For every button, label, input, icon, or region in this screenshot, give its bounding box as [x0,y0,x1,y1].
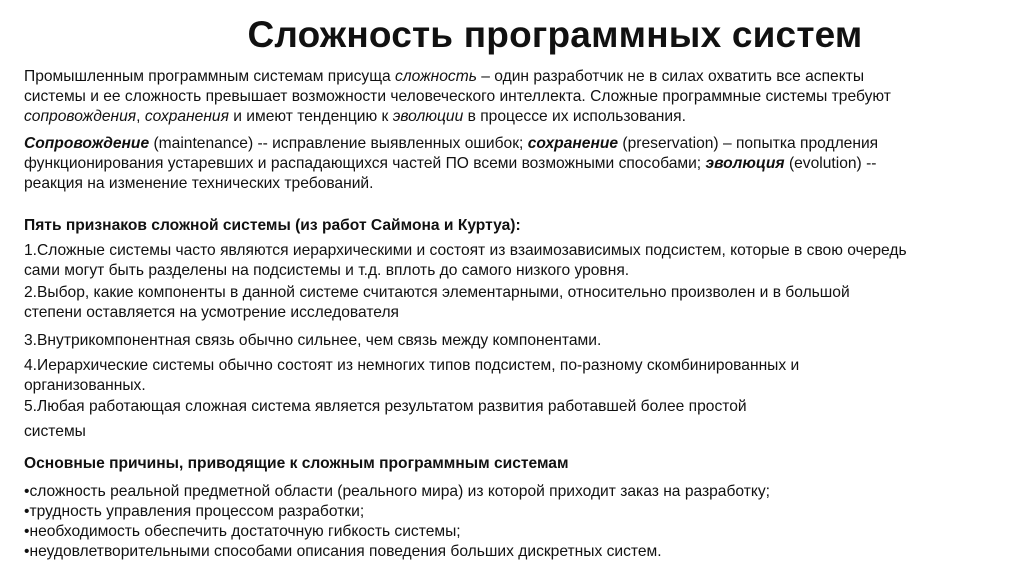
def-preservation: сохранение [527,135,619,152]
sign-3: 3.Внутрикомпонентная связь обычно сильнее, чем связь между компонентами. [24,332,602,349]
list-item: •необходимость обеспечить достаточную гибкость системы; [24,523,461,540]
intro-paragraph: Промышленным программным системам присуща сложность – один разработчик не в силах охватить все аспекты системы и ее сложность превышает возможности человеческого интеллекта. Сложные программные системы требуют сопровождения, сохранения и имеют тенденцию к эволюции в процессе их использования. [24,68,891,125]
sign-2: 2.Выбор, какие компоненты в данной системе считаются элементарными, относительно произволен и в большой степени оставляется на усмотрение исследователя [24,284,850,321]
term-maintenance: сопровождения [24,108,137,125]
page-title: Сложность программных систем [247,14,863,55]
reasons-list [24,482,999,562]
term-complexity: сложность [395,68,477,85]
term-preservation: сохранения [144,108,229,125]
sign-4: 4.Иерархические системы обычно состоят из немногих типов подсистем, по-разному скомбинированных и организованных. [24,357,800,394]
signs-heading: Пять признаков сложной системы (из работ Саймона и Куртуа): [24,217,521,234]
sign-1: 1.Сложные системы часто являются иерархическими и состоят из взаимозависимых подсистем, которые в свою очередь сами могут быть разделены на подсистемы и т.д. вплоть до самого низкого уровня. [24,242,907,279]
list-item: •сложность реальной предметной области (реального мира) из которой приходит заказ на разработку; [24,483,771,500]
def-evolution: эволюция [705,155,785,172]
list-item: •неудовлетворительными способами описания поведения больших дискретных систем. [24,543,662,560]
list-item: •трудность управления процессом разработки; [24,503,365,520]
term-evolution: эволюции [392,108,464,125]
def-maintenance: Сопровождение [24,135,150,152]
sign-5: 5.Любая работающая сложная система является результатом развития работавшей более простой системы [24,398,747,440]
reasons-heading: Основные причины, приводящие к сложным программным системам [24,455,569,472]
definitions-paragraph: Сопровождение (maintenance) -- исправление выявленных ошибок; сохранение (preservation) – попытка продления функционирования устаревших и распадающихся частей ПО всеми возможными способами; эволюция (evolution) -- реакция на изменение технических требований. [24,135,879,192]
